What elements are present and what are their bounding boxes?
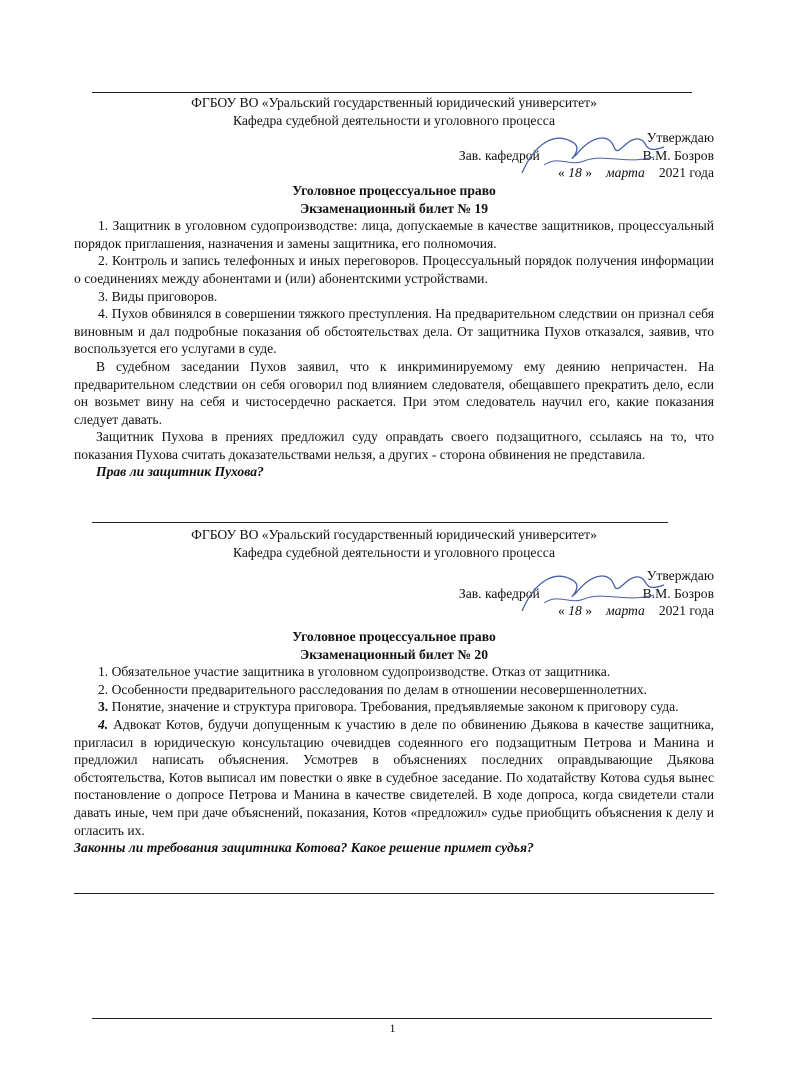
question-item: 3. Понятие, значение и структура приговора. Требования, предъявляемые законом к приговору суда. [98,699,679,715]
question-item: 2. Особенности предварительного расследования по делам в отношении несовершеннолетних. [98,681,647,697]
head-name: В.М. Бозров [642,147,714,163]
university-name: ФГБОУ ВО «Уральский государственный юридический университет» [191,527,597,542]
question-item: 3. Виды приговоров. [98,288,218,304]
approve-label: Утверждаю [646,568,714,584]
case-paragraph: Защитник Пухова в прениях предложил суду оправдать своего подзащитного, ссылаясь на то, что показания Пухова считать доказательствами нельзя, а других - сторона обвинения не представила. [74,429,714,462]
approval-date: « 18 » марта 2021 года [558,603,714,619]
separator-rule [92,522,668,523]
approval-block [74,129,714,182]
head-label: Зав. кафедрой [458,147,540,163]
question-item: 4. Пухов обвинялся в совершении тяжкого преступления. На предварительном следствии он признал себя виновным и дал подробные показания об обстоятельствах дела. От защитника Пухов отказался, заявив, что воспользуется его услугами в суде. [74,306,714,357]
department-name: Кафедра судебной деятельности и уголовного процесса [233,544,555,560]
case-paragraph: В судебном заседании Пухов заявил, что к инкриминируемому ему деянию непричастен. На предварительном следствии он себя оговорил под влиянием следователя, обещавшего прекратить дело, если он возьмет вину на себя и чистосердечно раскается. При этом следователь научил его, какие показания следует давать. [74,358,714,427]
ticket-title: Экзаменационный билет № 20 [299,646,489,662]
date-month: марта [605,165,645,181]
approve-label: Утверждаю [646,130,714,146]
subject-title: Уголовное процессуальное право [292,628,496,644]
approval-date: « 18 » марта 2021 года [558,165,714,181]
top-rule [92,92,692,93]
page-number: 1 [389,1021,396,1035]
head-name: В.М. Бозров [642,585,714,601]
question-item: 4. Адвокат Котов, будучи допущенным к участию в деле по обвинению Дьякова в качестве защитника, пригласил в юридическую консультацию очевидцев содеянного его подзащитным Петрова и Манина и предложил написать объяснения. Усмотрев в объяснениях последних оправдывающие Дьякова обстоятельства, Котов выписал им повестки о явке в судебное заседание. По ходатайству Котова судья вынес постановление о допросе Петрова и Манина в качестве свидетелей. В ходе допроса, когда свидетели стали давать иные, чем при даче объяснений, показания, Котов «предложил» судье приобщить объяснения к делу и огласить их. [74,716,714,838]
footer-rule [92,1018,712,1019]
head-label: Зав. кафедрой [458,585,540,601]
ticket-19 [74,94,714,481]
ticket-20 [74,526,714,857]
date-month: марта [605,603,645,619]
date-year: 2021 года [658,165,714,181]
date-day: 18 [568,165,582,181]
subject-title: Уголовное процессуальное право [292,182,496,198]
bottom-rule [74,893,714,894]
university-name: ФГБОУ ВО «Уральский государственный юридический университет» [191,95,597,110]
date-year: 2021 года [658,603,714,619]
case-question: Законны ли требования защитника Котова? Какое решение примет судья? [74,840,534,856]
case-question: Прав ли защитник Пухова? [96,464,264,480]
question-item: 1. Обязательное участие защитника в уголовном судопроизводстве. Отказ от защитника. [98,664,611,680]
ticket-title: Экзаменационный билет № 19 [299,200,489,216]
date-day: 18 [568,603,582,619]
department-name: Кафедра судебной деятельности и уголовного процесса [233,112,555,128]
question-item: 2. Контроль и запись телефонных и иных переговоров. Процессуальный порядок получения информации о соединениях между абонентами и (или) абонентскими устройствами. [74,253,715,286]
approval-block [74,567,714,620]
question-item: 1. Защитник в уголовном судопроизводстве: лица, допускаемые в качестве защитников, процессуальный порядок приглашения, назначения и замены защитника, его полномочия. [74,218,714,251]
